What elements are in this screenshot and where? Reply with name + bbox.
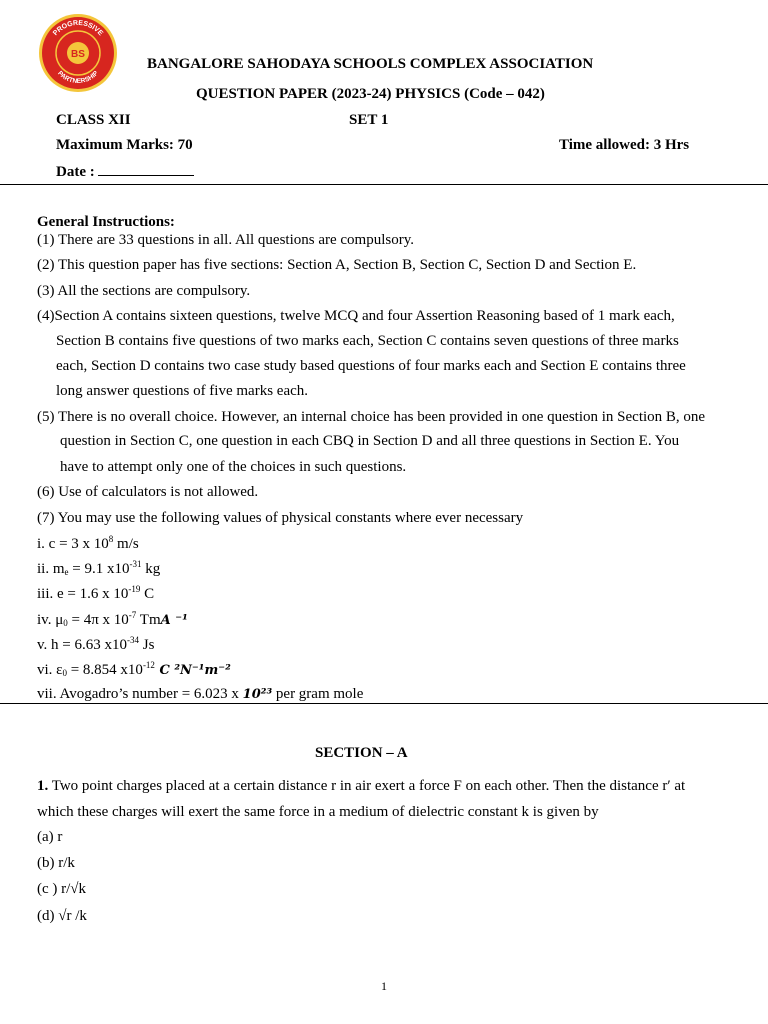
instruction-5-cont-2: have to attempt only one of the choices in such questions. bbox=[60, 459, 407, 475]
section-title: SECTION – A bbox=[315, 745, 408, 761]
instruction-4-cont-3: long answer questions of five marks each. bbox=[56, 383, 309, 399]
option-d: (d) √r /k bbox=[37, 908, 87, 924]
constant-me: ii. $m_e = 9.1$ $x10^{-31}$ kg bbox=[37, 559, 161, 577]
constant-mu0: iv. $\mu_0 = 4\pi$ x $10^{-7}$ TmA ⁻¹ bbox=[37, 610, 188, 628]
instruction-3: (3) All the sections are compulsory. bbox=[37, 283, 251, 299]
logo-text-bottom: PARTNERSHIP bbox=[56, 69, 100, 86]
question-1-line-2: which these charges will exert the same force in a medium of dielectric constant k is given by bbox=[37, 804, 599, 820]
option-b: (b) r/k bbox=[37, 855, 75, 871]
option-a: (a) r bbox=[37, 829, 63, 845]
instruction-4-cont-1: Section B contains five questions of two marks each, Section C contains seven questions of three marks bbox=[56, 333, 679, 349]
instruction-6: (6) Use of calculators is not allowed. bbox=[37, 484, 259, 500]
instruction-1: (1) There are 33 questions in all. All questions are compulsory. bbox=[37, 232, 414, 248]
date-label: Date : bbox=[56, 164, 95, 180]
constant-c: i. c = 3 x $10^8$ m/s bbox=[37, 534, 139, 552]
question-1-line-1: 1. Two point charges placed at a certain distance r in air exert a force F on each other. Then the distance r′ at bbox=[37, 778, 686, 794]
logo-center-text: BS bbox=[71, 49, 85, 60]
instruction-2: (2) This question paper has five sections: Section A, Section B, Section C, Section D and Section E. bbox=[37, 257, 637, 273]
time-allowed: Time allowed: 3 Hrs bbox=[559, 137, 690, 153]
logo-text-top: PROGRESSIVE bbox=[52, 19, 104, 38]
instruction-5-cont-1: question in Section C, one question in each CBQ in Section D and all three questions in Section E. You bbox=[60, 433, 680, 449]
constant-avogadro: vii. Avogadro’s number = 6.023 x 10²³ per gram mole bbox=[37, 686, 364, 702]
date-blank-line bbox=[98, 163, 194, 176]
instruction-7: (7) You may use the following values of physical constants where ever necessary bbox=[37, 510, 524, 526]
instructions-divider bbox=[0, 703, 768, 704]
question-1-number: 1. bbox=[37, 778, 49, 794]
date-field bbox=[56, 163, 194, 181]
class-label: CLASS XII bbox=[56, 112, 131, 128]
instruction-4-cont-2: each, Section D contains two case study based questions of four marks each and Section E contains three bbox=[56, 358, 686, 374]
org-title: BANGALORE SAHODAYA SCHOOLS COMPLEX ASSOCIATION bbox=[147, 56, 594, 72]
school-logo bbox=[38, 13, 118, 93]
option-c: (c ) r/√k bbox=[37, 881, 87, 897]
instruction-4: (4)Section A contains sixteen questions, twelve MCQ and four Assertion Reasoning based of 1 mark each, bbox=[37, 308, 675, 324]
constant-h: v. h = 6.63 $x10^{-34}$ Js bbox=[37, 635, 155, 653]
constant-eps0: vi. $\varepsilon_0 = 8.854$ $x10^{-12}$ C ²N⁻¹m⁻² bbox=[37, 660, 231, 678]
max-marks: Maximum Marks: 70 bbox=[56, 137, 193, 153]
instruction-5: (5) There is no overall choice. However, an internal choice has been provided in one question in Section B, one bbox=[37, 409, 706, 425]
instructions-title: General Instructions: bbox=[37, 214, 175, 230]
header-divider bbox=[0, 184, 768, 185]
paper-title: QUESTION PAPER (2023-24) PHYSICS (Code – 042) bbox=[196, 86, 545, 102]
constant-e: iii. e = 1.6 x $10^{-19}$ C bbox=[37, 584, 155, 602]
set-label: SET 1 bbox=[349, 112, 389, 128]
page-number: 1 bbox=[381, 979, 387, 993]
